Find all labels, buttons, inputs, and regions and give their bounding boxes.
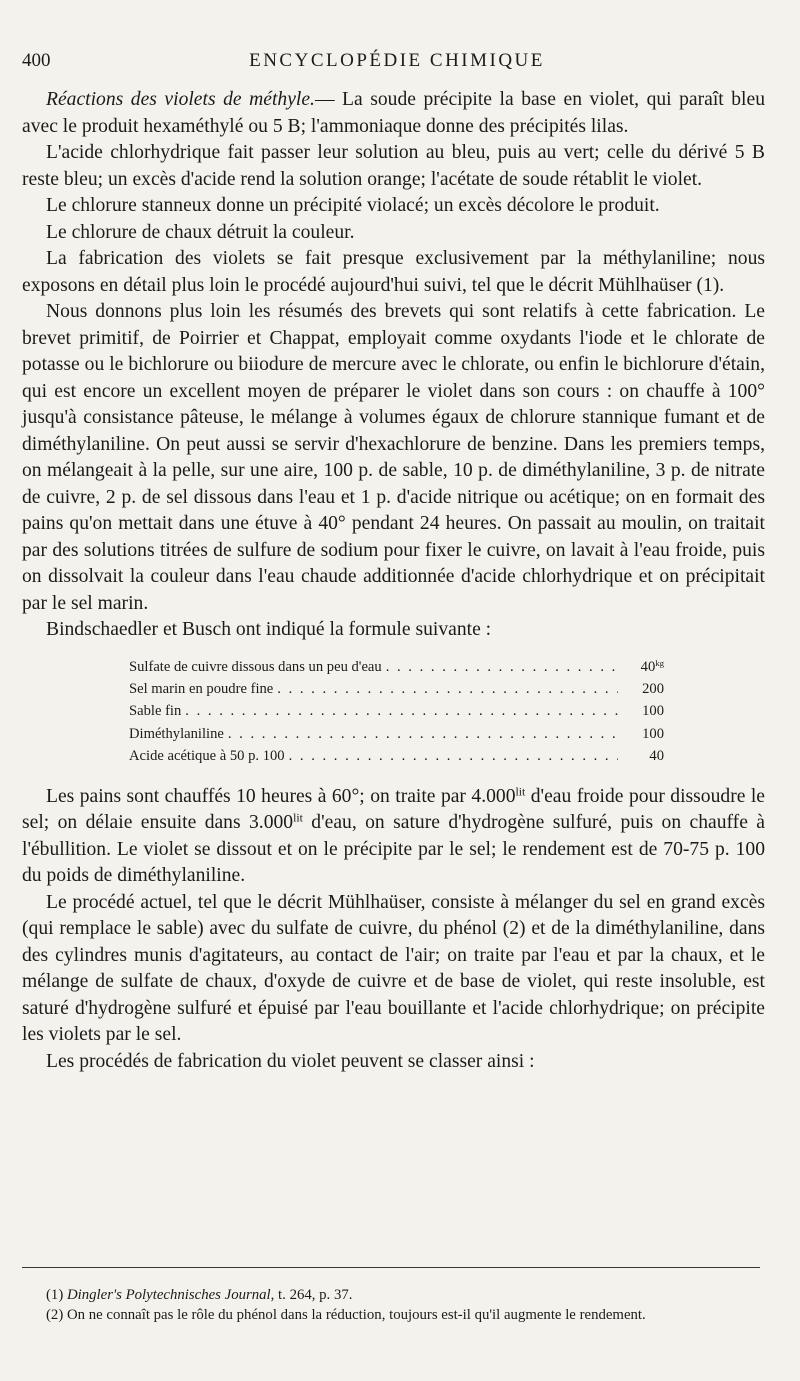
footnotes xyxy=(22,1285,765,1325)
leader-dots xyxy=(289,745,618,767)
paragraph: Le chlorure stanneux donne un précipité violacé; un excès décolore le produit. xyxy=(46,195,660,216)
formula-row xyxy=(129,656,664,678)
formula-value: $40^{kg}$ xyxy=(640,657,664,675)
paragraph: Le chlorure de chaux détruit la couleur. xyxy=(46,221,355,243)
formula-value: 200 xyxy=(642,680,664,697)
formula-table xyxy=(129,656,664,768)
paragraph: L'acide chlorhydrique fait passer leur solution au bleu, puis au vert; celle du dérivé 5 B reste bleu; un excès d'acide rend la solution orange; l'acétate de soude rétablit le violet. xyxy=(22,142,765,190)
formula-label: Sable fin xyxy=(129,703,182,720)
body-text xyxy=(22,87,765,1075)
paragraph-text: — La soude précipite la base en violet, qui paraît bleu avec le produit hexaméthylé ou 5 B; l'ammoniaque donne des précipités lilas. xyxy=(22,89,765,137)
paragraph: Le procédé actuel, tel que le décrit Mühlhaüser, consiste à mélanger du sel en grand excès (qui remplace le sable) avec du sulfate de cuivre, du phénol (2) et de la diméthylaniline, dans des cylindres munis d'agitateurs, au contact de l'air; on traite par l'eau et par la chaux, et le mélange de sulfate de chaux, d'oxyde de cuivre et de base de violet, qui reste insoluble, est saturé d'hydrogène sulfuré et épuisé par l'eau bouillante et l'acide chlorhydrique; on précipite les violets par le sel. xyxy=(22,891,765,1046)
formula-label: Sel marin en poudre fine xyxy=(129,680,274,697)
footnote: (1) Dingler's Polytechnisches Journal, t. 264, p. 37. xyxy=(46,1287,353,1303)
formula-label: Sulfate de cuivre dissous dans un peu d'eau xyxy=(129,658,382,675)
formula-label: Acide acétique à 50 p. 100 xyxy=(129,748,285,765)
paragraph: Bindschaedler et Busch ont indiqué la formule suivante : xyxy=(46,619,492,640)
formula-value: 100 xyxy=(642,703,664,720)
formula-row xyxy=(129,745,664,767)
journal-title: Dingler's Polytechnisches Journal xyxy=(66,1287,271,1303)
formula-row xyxy=(129,723,664,745)
formula-label: Diméthylaniline xyxy=(129,725,224,742)
paragraph: Les procédés de fabrication du violet peuvent se classer ainsi : xyxy=(46,1050,535,1072)
footnote: (2) On ne connaît pas le rôle du phénol dans la réduction, toujours est-il qu'il augmente le rendement. xyxy=(46,1307,646,1323)
leader-dots xyxy=(185,700,618,722)
leader-dots xyxy=(228,723,618,745)
section-heading: Réactions des violets de méthyle. xyxy=(46,89,315,110)
formula-value: 100 xyxy=(642,725,664,742)
leader-dots xyxy=(277,678,618,700)
formula-value: 40 xyxy=(649,748,664,765)
footnote-rule xyxy=(22,1267,760,1268)
page-header xyxy=(22,50,772,78)
paragraph: Nous donnons plus loin les résumés des brevets qui sont relatifs à cette fabrication. Le brevet primitif, de Poirrier et Chappat, employait comme oxydants l'iode et le chlorate de potasse ou le bichlorure ou biiodure de mercure avec le chlorate, ou enfin le bichlorure d'étain, qui est encore un excellent moyen de préparer le violet dans son cours : on chauffe à 100° jusqu'à consistance pâteuse, le mélange à volumes égaux de chlorure stannique fumant et de diméthylaniline. On peut aussi se servir d'hexachlorure de benzine. Dans les premiers temps, on mélangeait à la pelle, sur une aire, 100 p. de sable, 10 p. de diméthylaniline, 3 p. de nitrate de cuivre, 2 p. de sel dissous dans l'eau et 1 p. d'acide nitrique ou acétique; on en formait des pains qu'on mettait dans une étuve à 40° pendant 24 heures. On passait au moulin, on traitait par des solutions titrées de sulfure de sodium pour fixer le cuivre, on lavait à l'eau froide, puis on dissolvait la couleur dans l'eau chaude additionnée d'acide chlorhydrique et on précipitait par le sel marin. xyxy=(22,301,765,614)
page-number: 400 xyxy=(22,50,51,71)
paragraph: La fabrication des violets se fait presque exclusivement par la méthylaniline; nous exposons en détail plus loin le procédé aujourd'hui suivi, tel que le décrit Mühlhaüser (1). xyxy=(22,248,765,296)
formula-row xyxy=(129,678,664,700)
paragraph xyxy=(22,87,765,140)
paragraph: Les pains sont chauffés 10 heures à 60°; on traite par $4.000^{lit}$ d'eau froide pour dissoudre le sel; on délaie ensuite dans $3.000^{lit}$ d'eau, on sature d'hydrogène sulfuré, puis on chauffe à l'ébullition. Le violet se dissout et on le précipite par le sel; le rendement est de 70-75 p. 100 du poids de diméthylaniline. xyxy=(22,785,766,887)
formula-row xyxy=(129,700,664,722)
running-title: ENCYCLOPÉDIE CHIMIQUE xyxy=(249,50,545,71)
leader-dots xyxy=(386,656,618,678)
